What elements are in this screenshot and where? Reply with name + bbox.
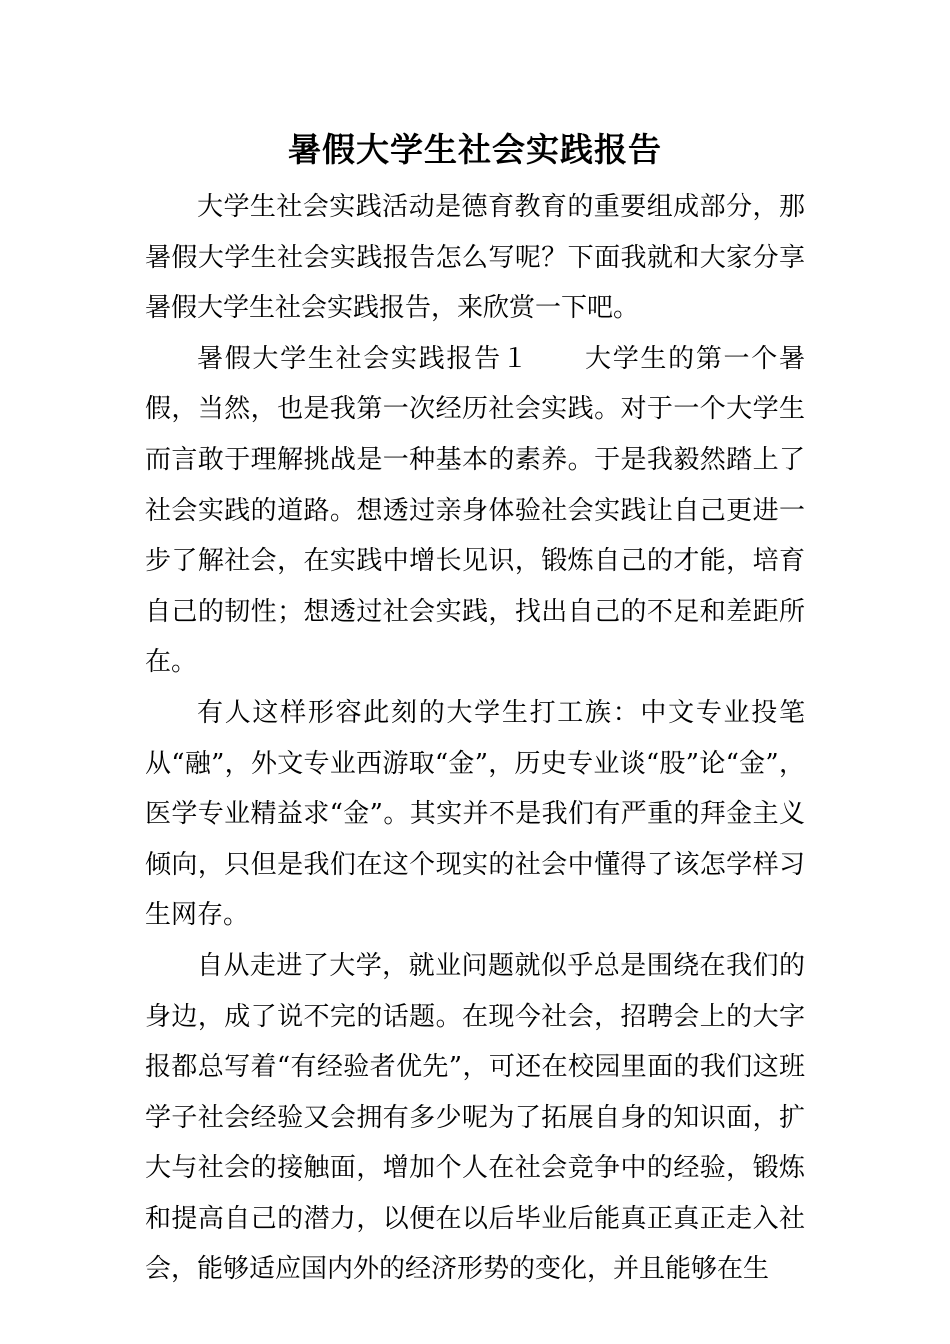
document-body <box>145 182 805 1295</box>
paragraph-students-work: 有人这样形容此刻的大学生打工族：中文专业投笔从“融”，外文专业西游取“金”，历史专业谈“股”论“金”，医学专业精益求“金”。其实并不是我们有严重的拜金主义倾向，只但是我们在这个现实的社会中懂得了该怎学样习生网存。 <box>145 697 805 931</box>
paragraph-report-1: 暑假大学生社会实践报告１ 大学生的第一个暑假，当然，也是我第一次经历社会实践。对于一个大学生而言敢于理解挑战是一种基本的素养。于是我毅然踏上了社会实践的道路。想透过亲身体验社会实践让自己更进一步了解社会，在实践中增长见识，锻炼自己的才能，培育自己的韧性；想透过社会实践，找出自己的不足和差距所在。 <box>145 343 805 678</box>
paragraph-intro: 大学生社会实践活动是德育教育的重要组成部分，那暑假大学生社会实践报告怎么写呢？下面我就和大家分享暑假大学生社会实践报告，来欣赏一下吧。 <box>145 192 805 324</box>
paragraph-employment: 自从走进了大学，就业问题就似乎总是围绕在我们的身边，成了说不完的话题。在现今社会，招聘会上的大字报都总写着“有经验者优先”，可还在校园里面的我们这班学子社会经验又会拥有多少呢为了拓展自身的知识面，扩大与社会的接触面，增加个人在社会竞争中的经验，锻炼和提高自己的潜力，以便在以后毕业后能真正真正走入社会，能够适应国内外的经济形势的变化，并且能够在生 <box>145 950 805 1285</box>
document-title: 暑假大学生社会实践报告 <box>288 130 662 169</box>
